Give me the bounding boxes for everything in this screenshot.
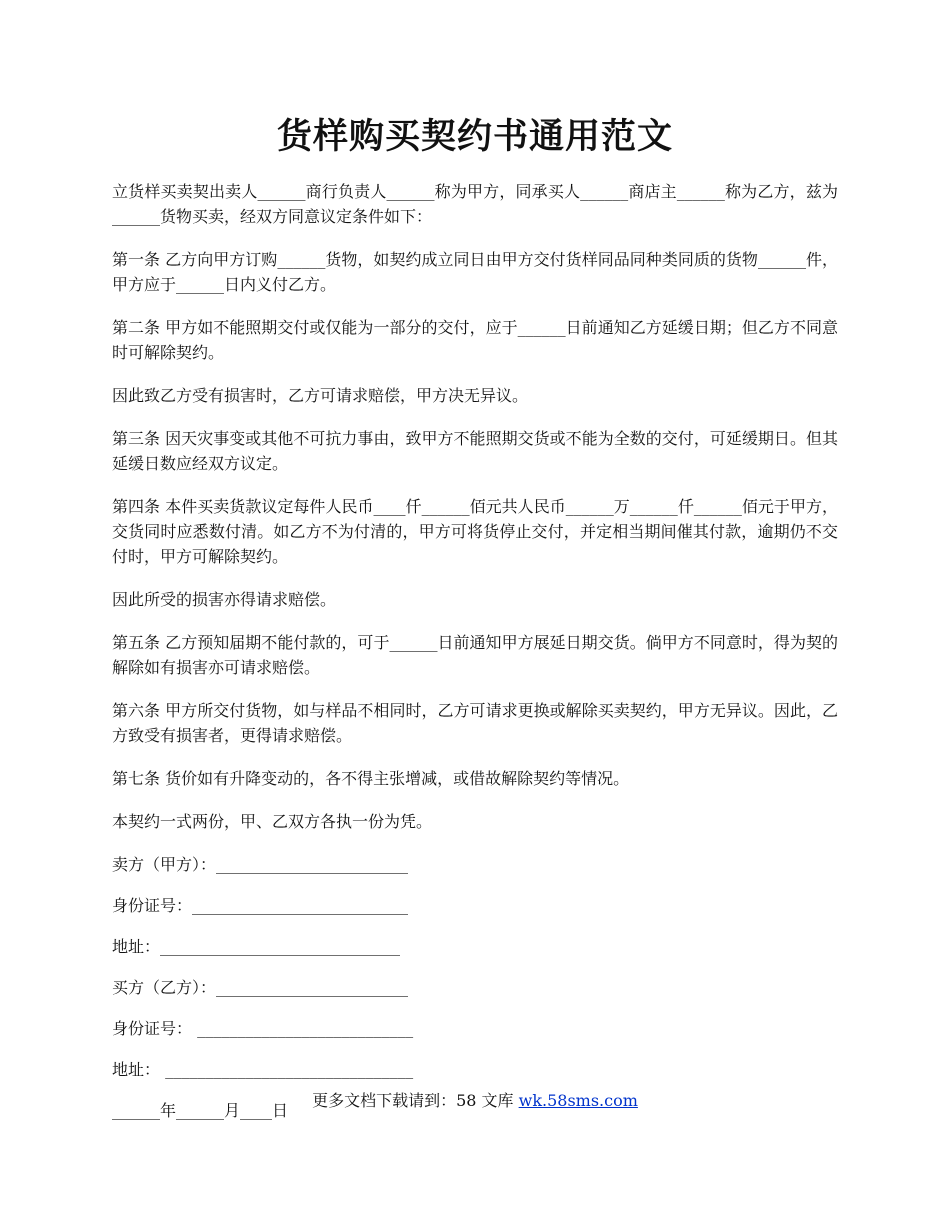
paragraph-article-6: 第六条 甲方所交付货物，如与样品不相同时，乙方可请求更换或解除买卖契约，甲方无异议。因此，乙方致受有损害者，更得请求赔偿。 [112,701,838,745]
paragraph-preamble: 立货样买卖契出卖人______商行负责人______称为甲方，同承买人______商店主______称为乙方，兹为______货物买卖，经双方同意议定条件如下： [112,182,838,226]
document-title: 货样购买契约书通用范文 [276,116,673,157]
buyer-field: 买方（乙方）：________________________ [112,978,409,997]
paragraph-article-5: 第五条 乙方预知届期不能付款的，可于______日前通知甲方展延日期交货。倘甲方不同意时，得为契的解除如有损害亦可请求赔偿。 [112,633,838,677]
buyer-id-field: 身份证号： ___________________________ [112,1019,414,1038]
paragraph-copies: 本契约一式两份，甲、乙双方各执一份为凭。 [112,812,433,831]
buyer-address-field: 地址： _______________________________ [112,1060,414,1079]
paragraph-article-4-note: 因此所受的损害亦得请求赔偿。 [112,590,337,609]
seller-field: 卖方（甲方）：________________________ [112,855,409,874]
footer-text: 更多文档下载请到：58 文库 [312,1091,519,1110]
seller-id-field: 身份证号：___________________________ [112,896,409,915]
paragraph-article-4: 第四条 本件买卖货款议定每件人民币____仟______佰元共人民币______万______仟______佰元于甲方，交货同时应悉数付清。如乙方不为付清的，甲方可将货停止交付，并定相当期间催其付款，逾期仍不交付时，甲方可解除契约。 [112,497,838,566]
paragraph-article-2: 第二条 甲方如不能照期交付或仅能为一部分的交付，应于______日前通知乙方延缓日期；但乙方不同意时可解除契约。 [112,318,838,362]
paragraph-article-2-note: 因此致乙方受有损害时，乙方可请求赔偿，甲方决无异议。 [112,386,529,405]
seller-address-field: 地址：______________________________ [112,937,401,956]
download-footer [0,1088,950,1113]
paragraph-article-1: 第一条 乙方向甲方订购______货物，如契约成立同日由甲方交付货样同品同种类同质的货物______件，甲方应于______日内义付乙方。 [112,250,838,294]
date-field: ______年______月____日 [112,1101,289,1120]
document-body [112,179,838,1139]
footer-link[interactable]: wk.58sms.com [518,1091,638,1110]
paragraph-article-3: 第三条 因天灾事变或其他不可抗力事由，致甲方不能照期交货或不能为全数的交付，可延缓期日。但其延缓日数应经双方议定。 [112,429,838,473]
paragraph-article-7: 第七条 货价如有升降变动的，各不得主张增减，或借故解除契约等情况。 [112,769,630,788]
